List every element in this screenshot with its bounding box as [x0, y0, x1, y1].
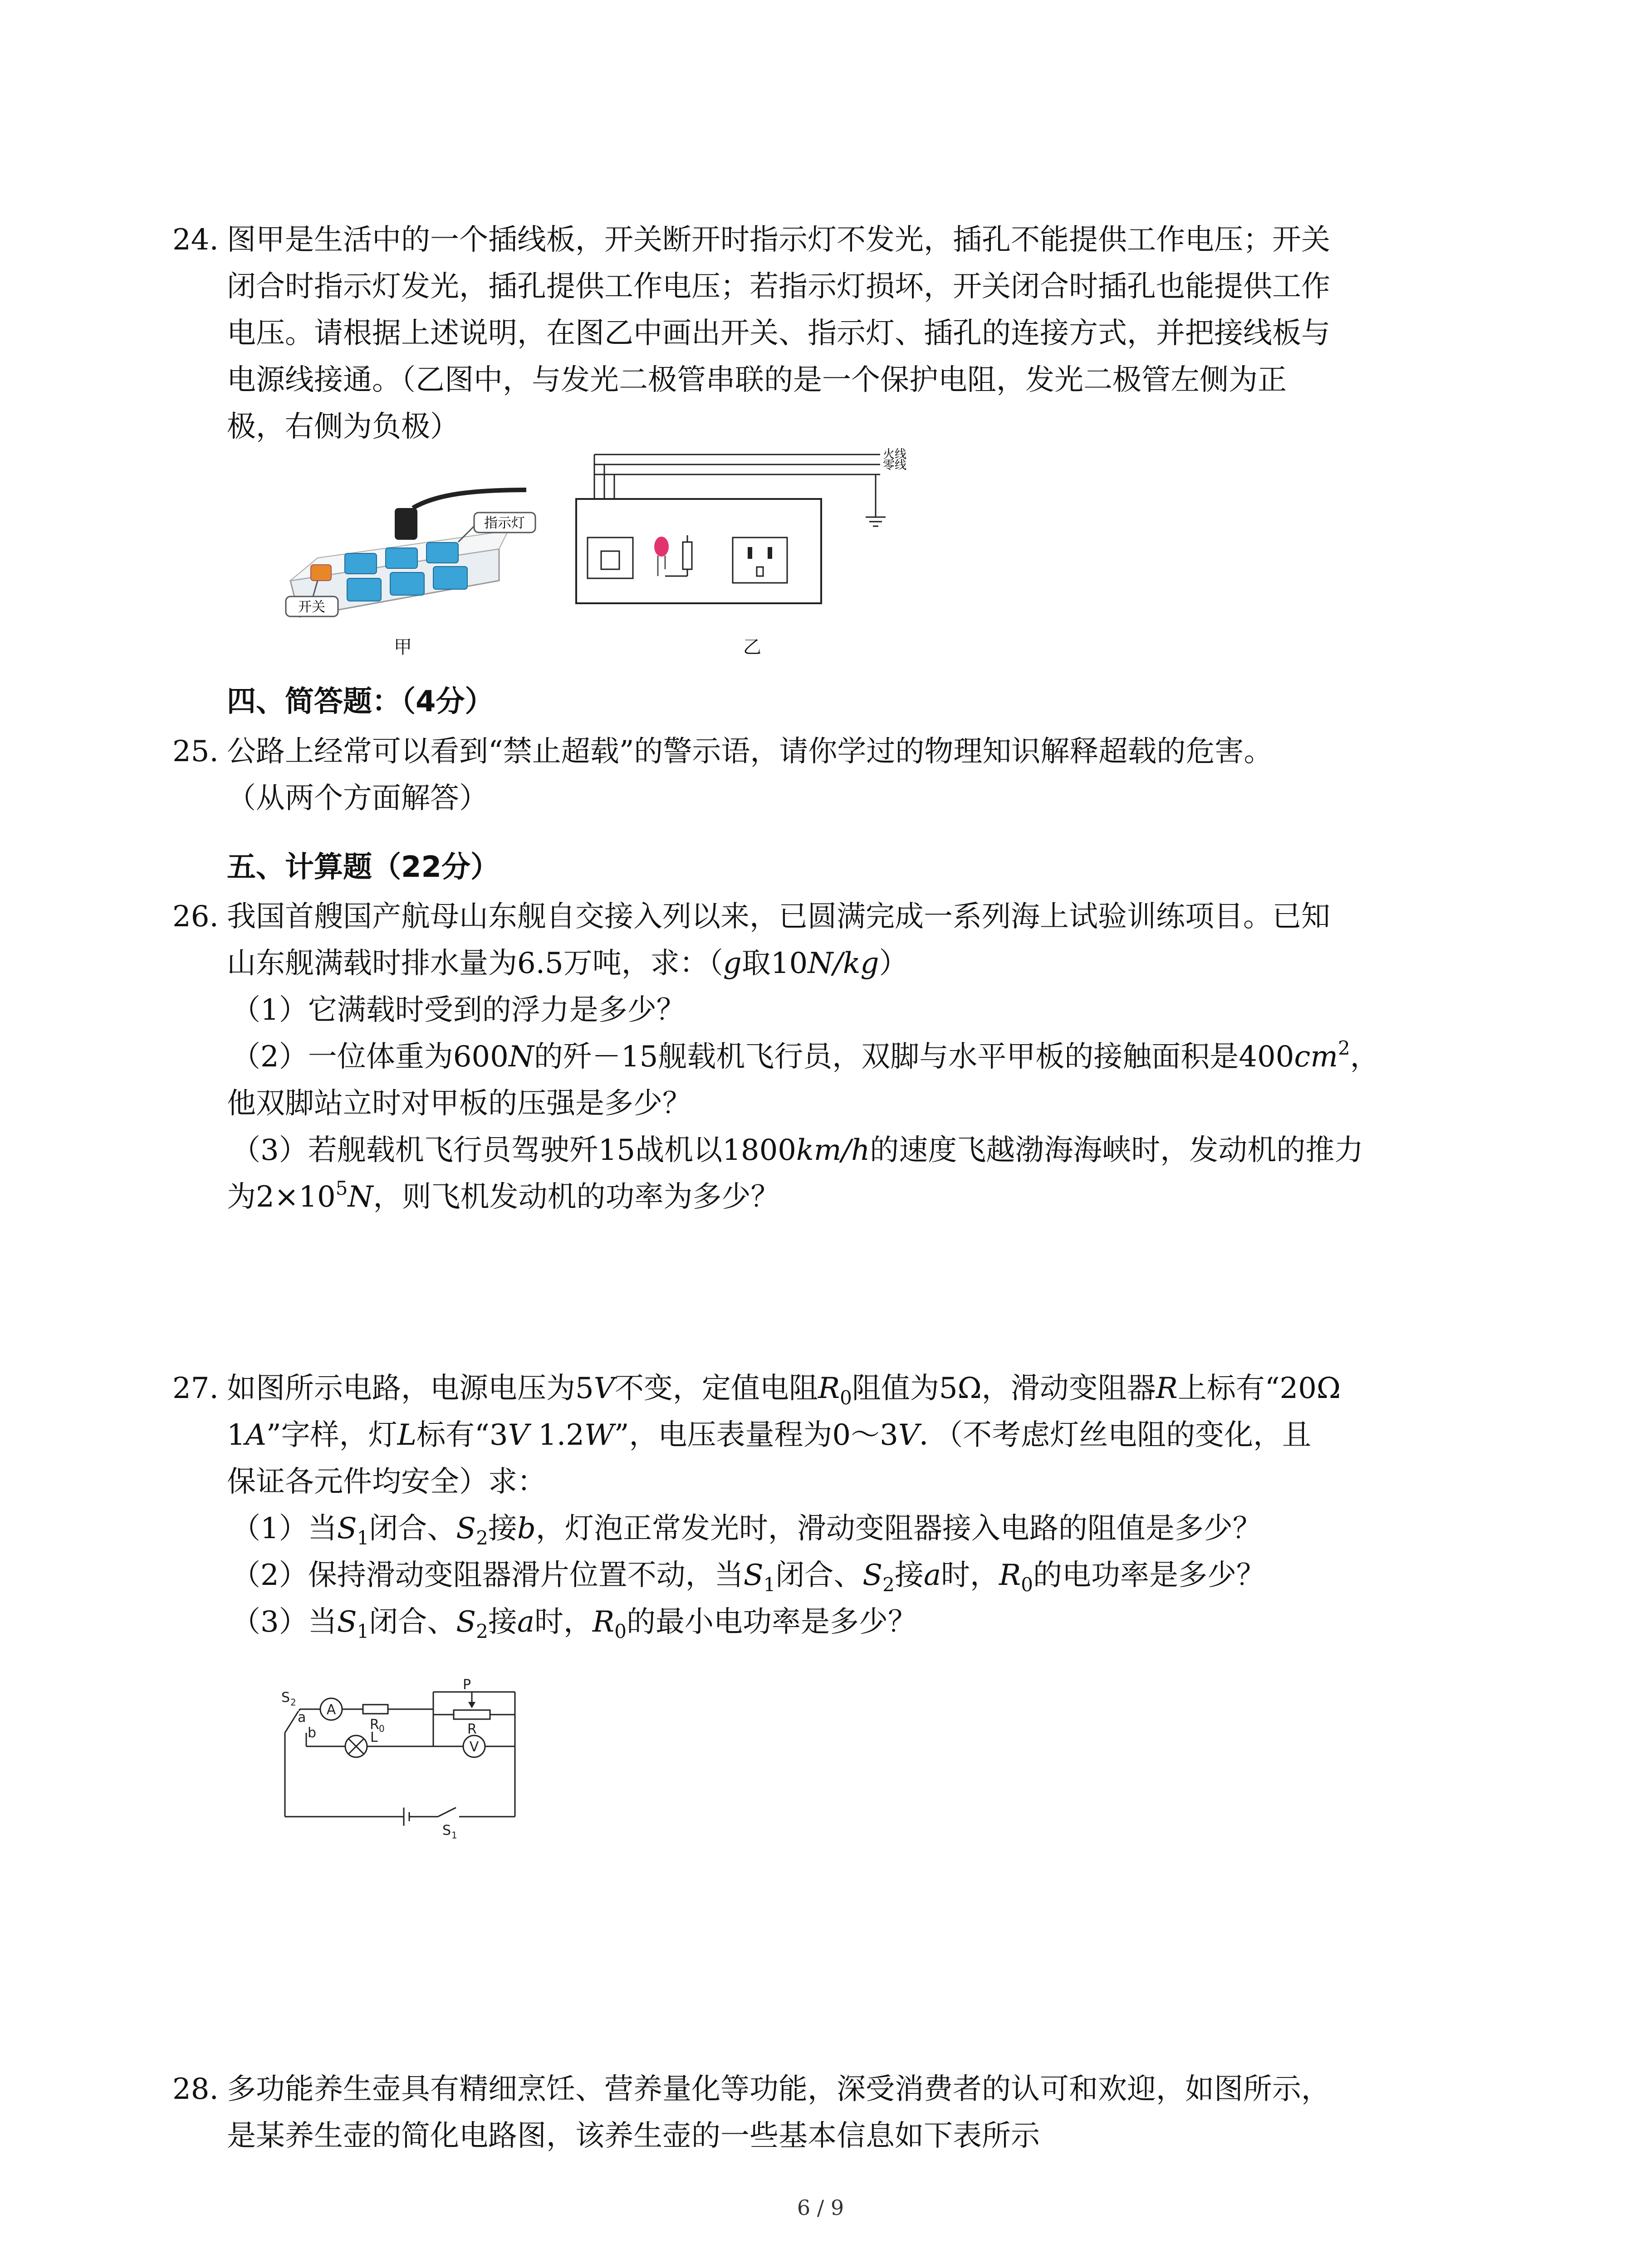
question-text-line: 多功能养生壶具有精细烹饪、营养量化等功能，深受消费者的认可和欢迎，如图所示， [227, 2072, 1330, 2106]
live-wire-label: 火线 [883, 448, 907, 461]
resistor-r0-subscript: 0 [379, 1723, 385, 1734]
question-26 [172, 894, 1434, 1221]
resistor-r0-label: R [370, 1717, 379, 1733]
switch-s1-subscript: 1 [451, 1830, 457, 1841]
sub-question: （3）当$S_1$闭合、$S_2$接a时，$R_0$的最小电功率是多少？ [231, 1605, 917, 1642]
sub-question: （2）保持滑动变阻器滑片位置不动，当$S_1$闭合、$S_2$接a时，$R_0$的电功率是多少？ [231, 1559, 1265, 1596]
rheostat-r-label: R [467, 1721, 477, 1737]
sub-question: （1）当$S_1$闭合、$S_2$接b，灯泡正常发光时，滑动变阻器接入电路的阻值是多少？ [231, 1512, 1262, 1549]
question-27 [172, 1365, 1434, 1646]
section-heading: 五、计算题（22分） [227, 850, 500, 884]
question-text-line: 他双脚站立时对甲板的压强是多少？ [227, 1087, 691, 1120]
question-number: 28. [172, 2072, 219, 2106]
question-text-line: 如图所示电路，电源电压为5V不变，定值电阻$R_0$阻值为5Ω，滑动变阻器R上标有“20Ω [227, 1372, 1341, 1409]
question-number: 24. [172, 223, 219, 257]
figure-yi-wiring-diagram [563, 445, 971, 621]
terminal-b-label: b [308, 1725, 317, 1741]
switch-s2-subscript: 2 [290, 1697, 296, 1708]
question-25 [172, 728, 1434, 822]
ammeter-label: A [326, 1702, 336, 1718]
question-text-line: 我国首艘国产航母山东舰自交接入列以来，已圆满完成一系列海上试验训练项目。已知 [227, 900, 1330, 934]
question-text-line: 山东舰满载时排水量为6.5万吨，求：（g取10N/kg） [227, 947, 908, 980]
question-text-line: 电源线接通。（乙图中，与发光二极管串联的是一个保护电阻，发光二极管左侧为正 [227, 363, 1287, 397]
sub-question: （2）一位体重为600N的歼－15舰载机飞行员，双脚与水平甲板的接触面积是$400cm^2$， [231, 1036, 1379, 1074]
lamp-l-label: L [370, 1730, 378, 1745]
switch-s2-label: S [281, 1690, 290, 1706]
slider-p-label: P [463, 1678, 471, 1693]
question-text-line: 保证各元件均安全）求： [227, 1465, 546, 1499]
sub-question: （1）它满载时受到的浮力是多少？ [231, 993, 686, 1027]
sub-question: （3）若舰载机飞行员驾驶歼15战机以1800km/h的速度飞越渤海海峡时，发动机的推力 [231, 1134, 1364, 1167]
question-number: 25. [172, 735, 219, 768]
question-text-line: 极，右侧为负极） [227, 410, 459, 444]
question-text-line: （从两个方面解答） [227, 782, 488, 815]
question-text-line: 闭合时指示灯发光，插孔提供工作电压；若指示灯损坏，开关闭合时插孔也能提供工作 [227, 270, 1330, 303]
figure-circuit-diagram [281, 1678, 535, 1842]
section-heading: 四、简答题：（4分） [227, 685, 494, 719]
question-text-line: 电压。请根据上述说明，在图乙中画出开关、指示灯、插孔的连接方式，并把接线板与 [227, 317, 1330, 350]
terminal-a-label: a [298, 1710, 306, 1725]
question-number: 27. [172, 1372, 219, 1405]
question-text-line: 图甲是生活中的一个插线板，开关断开时指示灯不发光，插孔不能提供工作电压；开关 [227, 223, 1330, 257]
question-text-line: 为$2\times 10^5N$，则飞机发动机的功率为多少？ [227, 1177, 780, 1214]
question-28 [172, 2066, 1434, 2160]
page-number: 6 / 9 [797, 2195, 844, 2220]
voltmeter-label: V [469, 1739, 479, 1755]
neutral-wire-label: 零线 [883, 459, 907, 472]
figure-jia-caption: 甲 [394, 637, 412, 658]
figure-jia-power-strip [272, 481, 544, 626]
question-text-line: 1A”字样，灯L标有“3V 1.2W”，电压表量程为0～3V．（不考虑灯丝电阻的变化，且 [227, 1418, 1312, 1452]
indicator-label: 指示灯 [484, 515, 525, 531]
question-text-line: 公路上经常可以看到“禁止超载”的警示语，请你学过的物理知识解释超载的危害。 [227, 735, 1273, 768]
question-24 [172, 217, 1434, 450]
figure-yi-caption: 乙 [743, 637, 761, 658]
switch-s1-label: S [442, 1823, 451, 1838]
switch-label: 开关 [298, 599, 325, 615]
question-text-line: 是某养生壶的简化电路图，该养生壶的一些基本信息如下表所示 [227, 2119, 1040, 2153]
question-number: 26. [172, 900, 219, 934]
